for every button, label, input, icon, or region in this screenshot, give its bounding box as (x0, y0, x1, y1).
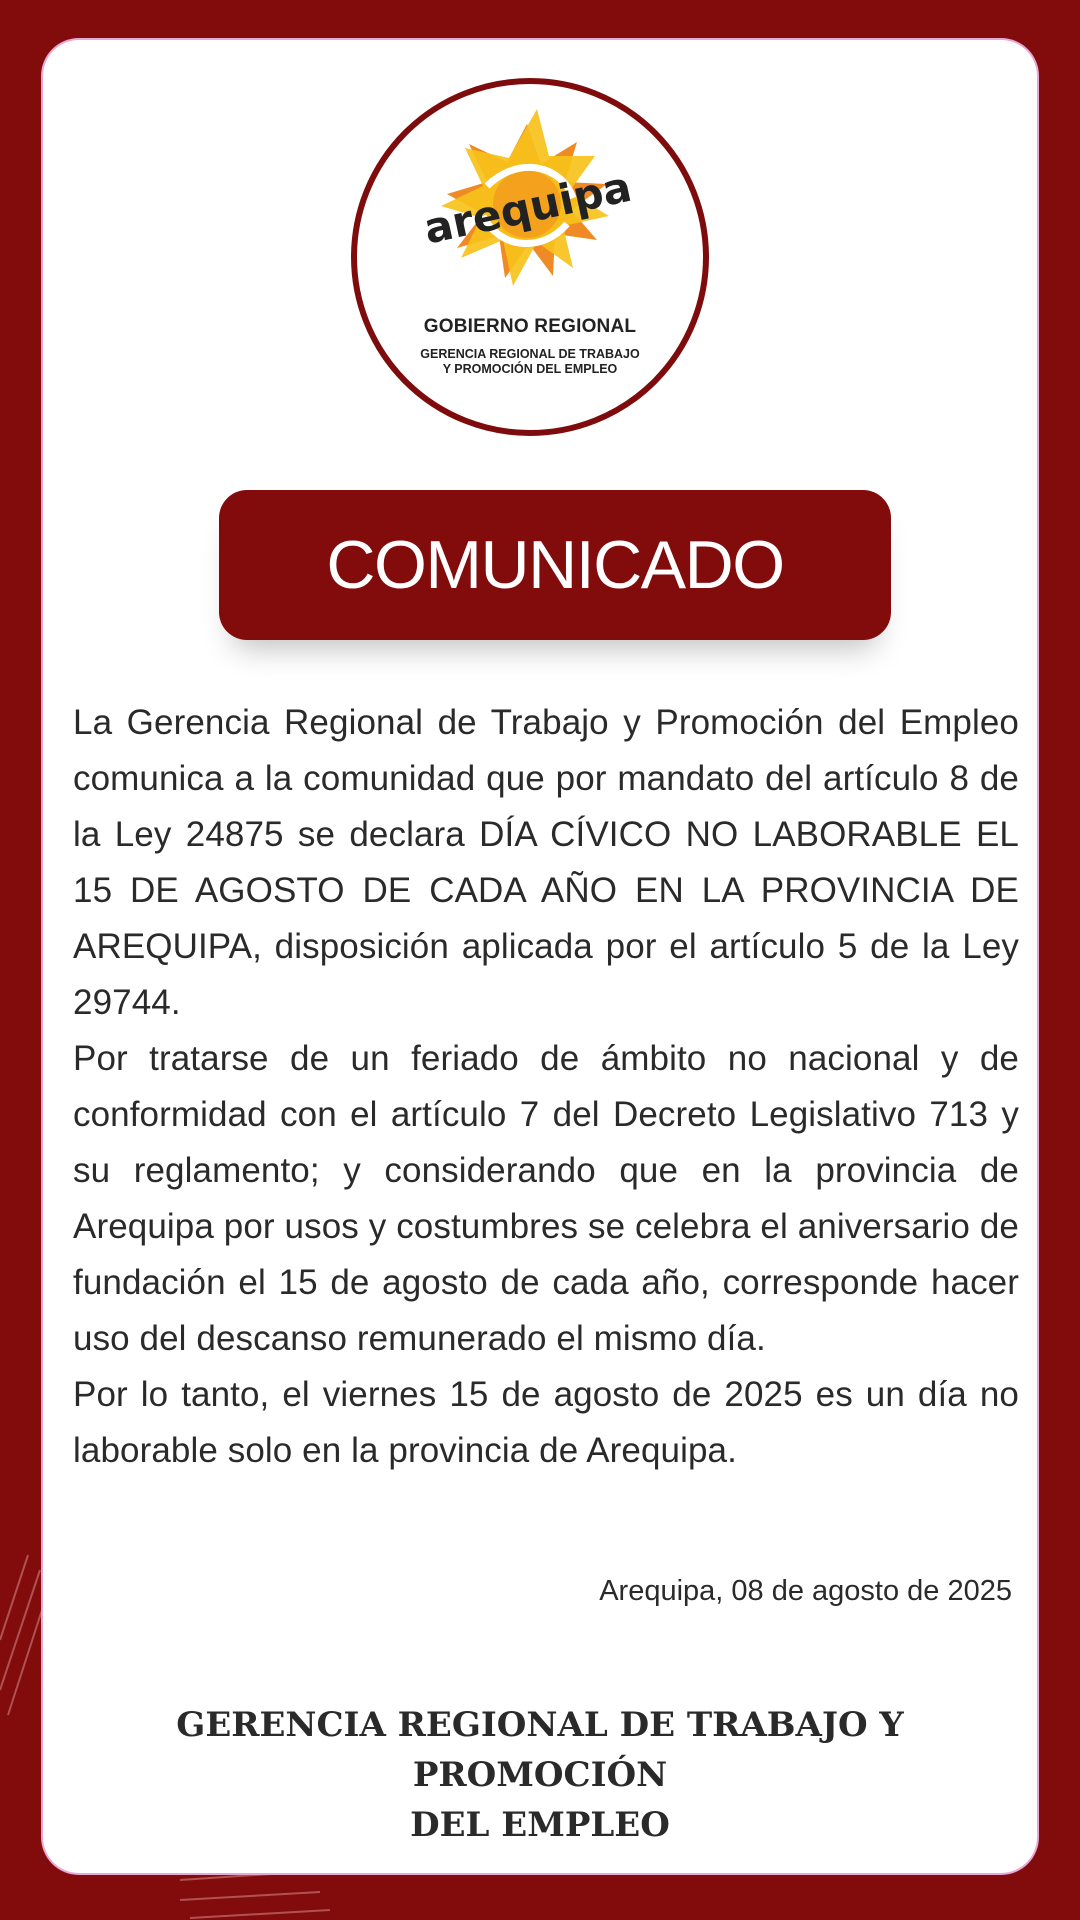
logo-seal (351, 78, 709, 436)
logo-subtitle-line1: GERENCIA REGIONAL DE TRABAJO (420, 347, 640, 361)
sun-logo-icon (357, 84, 703, 430)
body-paragraph-2: Por tratarse de un feriado de ámbito no nacional y de conformidad con el artículo 7 del Decreto Legislativo 713 y su reglamento; y considerando que en la provincia de Arequipa por usos y costumbres se celebra el aniversario de fundación el 15 de agosto de cada año, corresponde hacer uso del descanso remunerado el mismo día. (73, 1039, 1019, 1358)
comunicado-banner (219, 490, 891, 640)
date-line: Arequipa, 08 de agosto de 2025 (599, 1575, 1012, 1607)
body-paragraph-3: Por lo tanto, el viernes 15 de agosto de 2025 es un día no laborable solo en la provincia de Arequipa. (73, 1375, 1019, 1470)
logo-title: GOBIERNO REGIONAL (423, 316, 637, 337)
signature-line-1: GERENCIA REGIONAL DE TRABAJO Y PROMOCIÓN (176, 1705, 904, 1795)
logo-subtitle-line2: Y PROMOCIÓN DEL EMPLEO (442, 362, 618, 376)
signature-line-2: DEL EMPLEO (410, 1805, 670, 1845)
announcement-card (43, 40, 1037, 1873)
banner-title: COMUNICADO (326, 527, 784, 603)
announcement-body (73, 695, 1019, 1479)
logo-subtitle (397, 347, 663, 377)
signature-block (73, 1700, 1007, 1850)
body-paragraph-1: La Gerencia Regional de Trabajo y Promoción del Empleo comunica a la comunidad que por mandato del artículo 8 de la Ley 24875 se declara DÍA CÍVICO NO LABORABLE EL 15 DE AGOSTO DE CADA AÑO EN LA PROVINCIA DE AREQUIPA, disposición aplicada por el artículo 5 de la Ley 29744. (73, 703, 1019, 1022)
logo-brand-text: arequipa (419, 161, 636, 254)
